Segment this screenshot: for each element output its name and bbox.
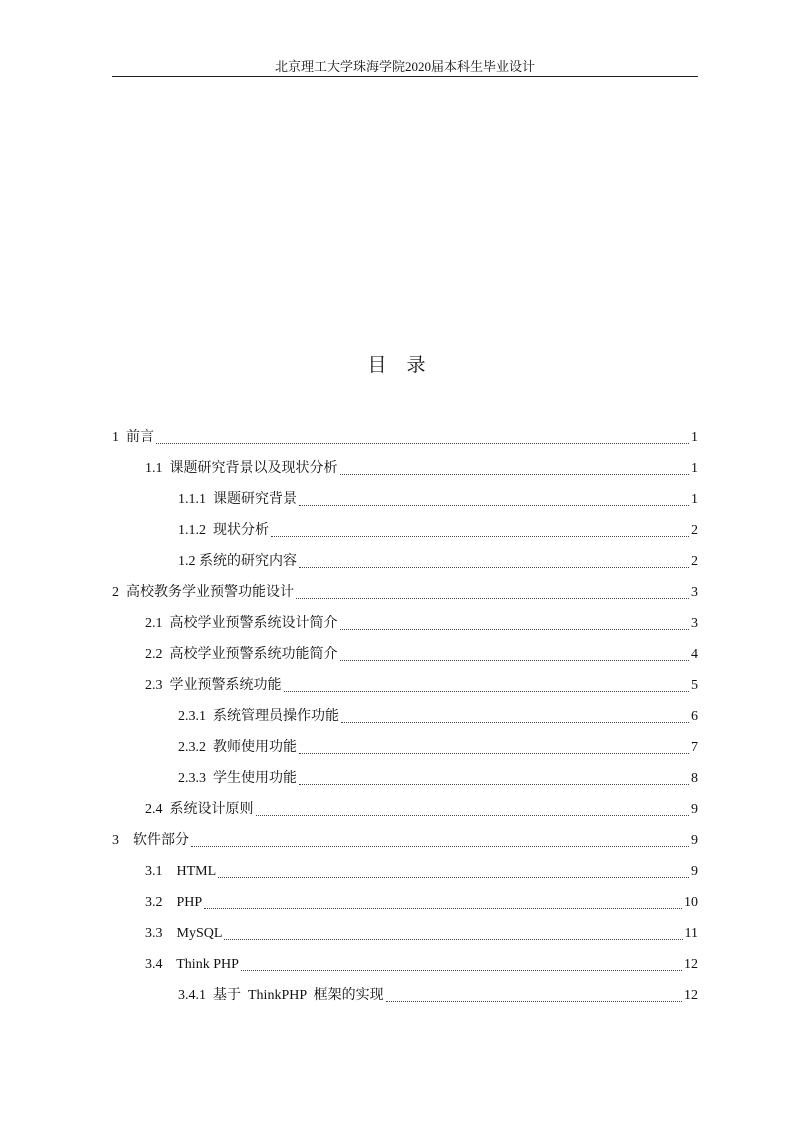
toc-page-number: 9 (691, 832, 698, 848)
toc-page-number: 10 (684, 894, 698, 910)
toc-page-number: 5 (691, 677, 698, 693)
toc-entry[interactable] (112, 918, 698, 949)
toc-entry-label: 1.1.2 现状分析 (178, 522, 269, 538)
toc-dot-leader (341, 721, 689, 723)
toc-entry-label: 1.2 系统的研究内容 (178, 553, 297, 569)
toc-dot-leader (204, 907, 682, 909)
toc-entry[interactable] (112, 639, 698, 670)
toc-page-number: 3 (691, 615, 698, 631)
toc-entry[interactable] (112, 670, 698, 701)
toc-entry-label: 1.1 课题研究背景以及现状分析 (145, 460, 338, 476)
toc-page-number: 7 (691, 739, 698, 755)
toc-entry-label: 2.2 高校学业预警系统功能简介 (145, 646, 338, 662)
toc-dot-leader (256, 814, 690, 816)
toc-entry[interactable] (112, 887, 698, 918)
toc-entry-label: 2.1 高校学业预警系统设计简介 (145, 615, 338, 631)
toc-dot-leader (191, 845, 689, 847)
toc-entry[interactable] (112, 825, 698, 856)
toc-dot-leader (340, 628, 690, 630)
toc-page-number: 1 (691, 460, 698, 476)
toc-entry-label: 1 前言 (112, 429, 154, 445)
toc-page-number: 8 (691, 770, 698, 786)
toc-page-number: 9 (691, 863, 698, 879)
toc-dot-leader (296, 597, 689, 599)
toc-entry-label: 3.3 MySQL (145, 925, 223, 941)
toc-dot-leader (299, 566, 689, 568)
toc-entry[interactable] (112, 453, 698, 484)
toc-dot-leader (340, 473, 690, 475)
toc-entry[interactable] (112, 763, 698, 794)
toc-entry-label: 3.4 Think PHP (145, 956, 239, 972)
toc-dot-leader (299, 783, 689, 785)
toc-entry-label: 2.3.1 系统管理员操作功能 (178, 708, 339, 724)
toc-entry[interactable] (112, 546, 698, 577)
toc-dot-leader (340, 659, 690, 661)
toc-entry-label: 1.1.1 课题研究背景 (178, 491, 297, 507)
toc-title: 目录 (367, 355, 446, 376)
toc-entry-label: 3 软件部分 (112, 832, 189, 848)
toc-page-number: 1 (691, 429, 698, 445)
table-of-contents (112, 422, 698, 1011)
toc-entry[interactable] (112, 701, 698, 732)
toc-entry[interactable] (112, 980, 698, 1011)
toc-dot-leader (218, 876, 689, 878)
toc-entry-label: 2 高校教务学业预警功能设计 (112, 584, 294, 600)
toc-page-number: 2 (691, 522, 698, 538)
toc-page-number: 6 (691, 708, 698, 724)
toc-dot-leader (386, 1000, 682, 1002)
toc-entry-label: 3.4.1 基于 ThinkPHP 框架的实现 (178, 987, 384, 1003)
toc-entry[interactable] (112, 794, 698, 825)
toc-entry-label: 2.3 学业预警系统功能 (145, 677, 282, 693)
toc-dot-leader (284, 690, 690, 692)
toc-dot-leader (299, 504, 689, 506)
toc-page-number: 12 (684, 956, 698, 972)
toc-entry-label: 3.2 PHP (145, 894, 203, 910)
toc-entry[interactable] (112, 422, 698, 453)
toc-dot-leader (156, 442, 689, 444)
toc-page-number: 3 (691, 584, 698, 600)
toc-entry-label: 2.3.2 教师使用功能 (178, 739, 297, 755)
toc-entry-label: 2.3.3 学生使用功能 (178, 770, 297, 786)
toc-page-number: 1 (691, 491, 698, 507)
toc-entry-label: 3.1 HTML (145, 863, 217, 879)
toc-entry[interactable] (112, 484, 698, 515)
toc-page-number: 2 (691, 553, 698, 569)
toc-entry[interactable] (112, 608, 698, 639)
toc-page-number: 12 (684, 987, 698, 1003)
toc-dot-leader (271, 535, 689, 537)
toc-entry[interactable] (112, 577, 698, 608)
toc-entry[interactable] (112, 856, 698, 887)
toc-dot-leader (241, 969, 682, 971)
toc-entry[interactable] (112, 732, 698, 763)
toc-page-number: 9 (691, 801, 698, 817)
toc-dot-leader (299, 752, 689, 754)
toc-entry[interactable] (112, 949, 698, 980)
toc-entry[interactable] (112, 515, 698, 546)
toc-page-number: 11 (684, 925, 698, 941)
page-header: 北京理工大学珠海学院2020届本科生毕业设计 (274, 59, 535, 74)
toc-dot-leader (224, 938, 682, 940)
header-divider (112, 76, 698, 77)
toc-page-number: 4 (691, 646, 698, 662)
toc-entry-label: 2.4 系统设计原则 (145, 801, 254, 817)
